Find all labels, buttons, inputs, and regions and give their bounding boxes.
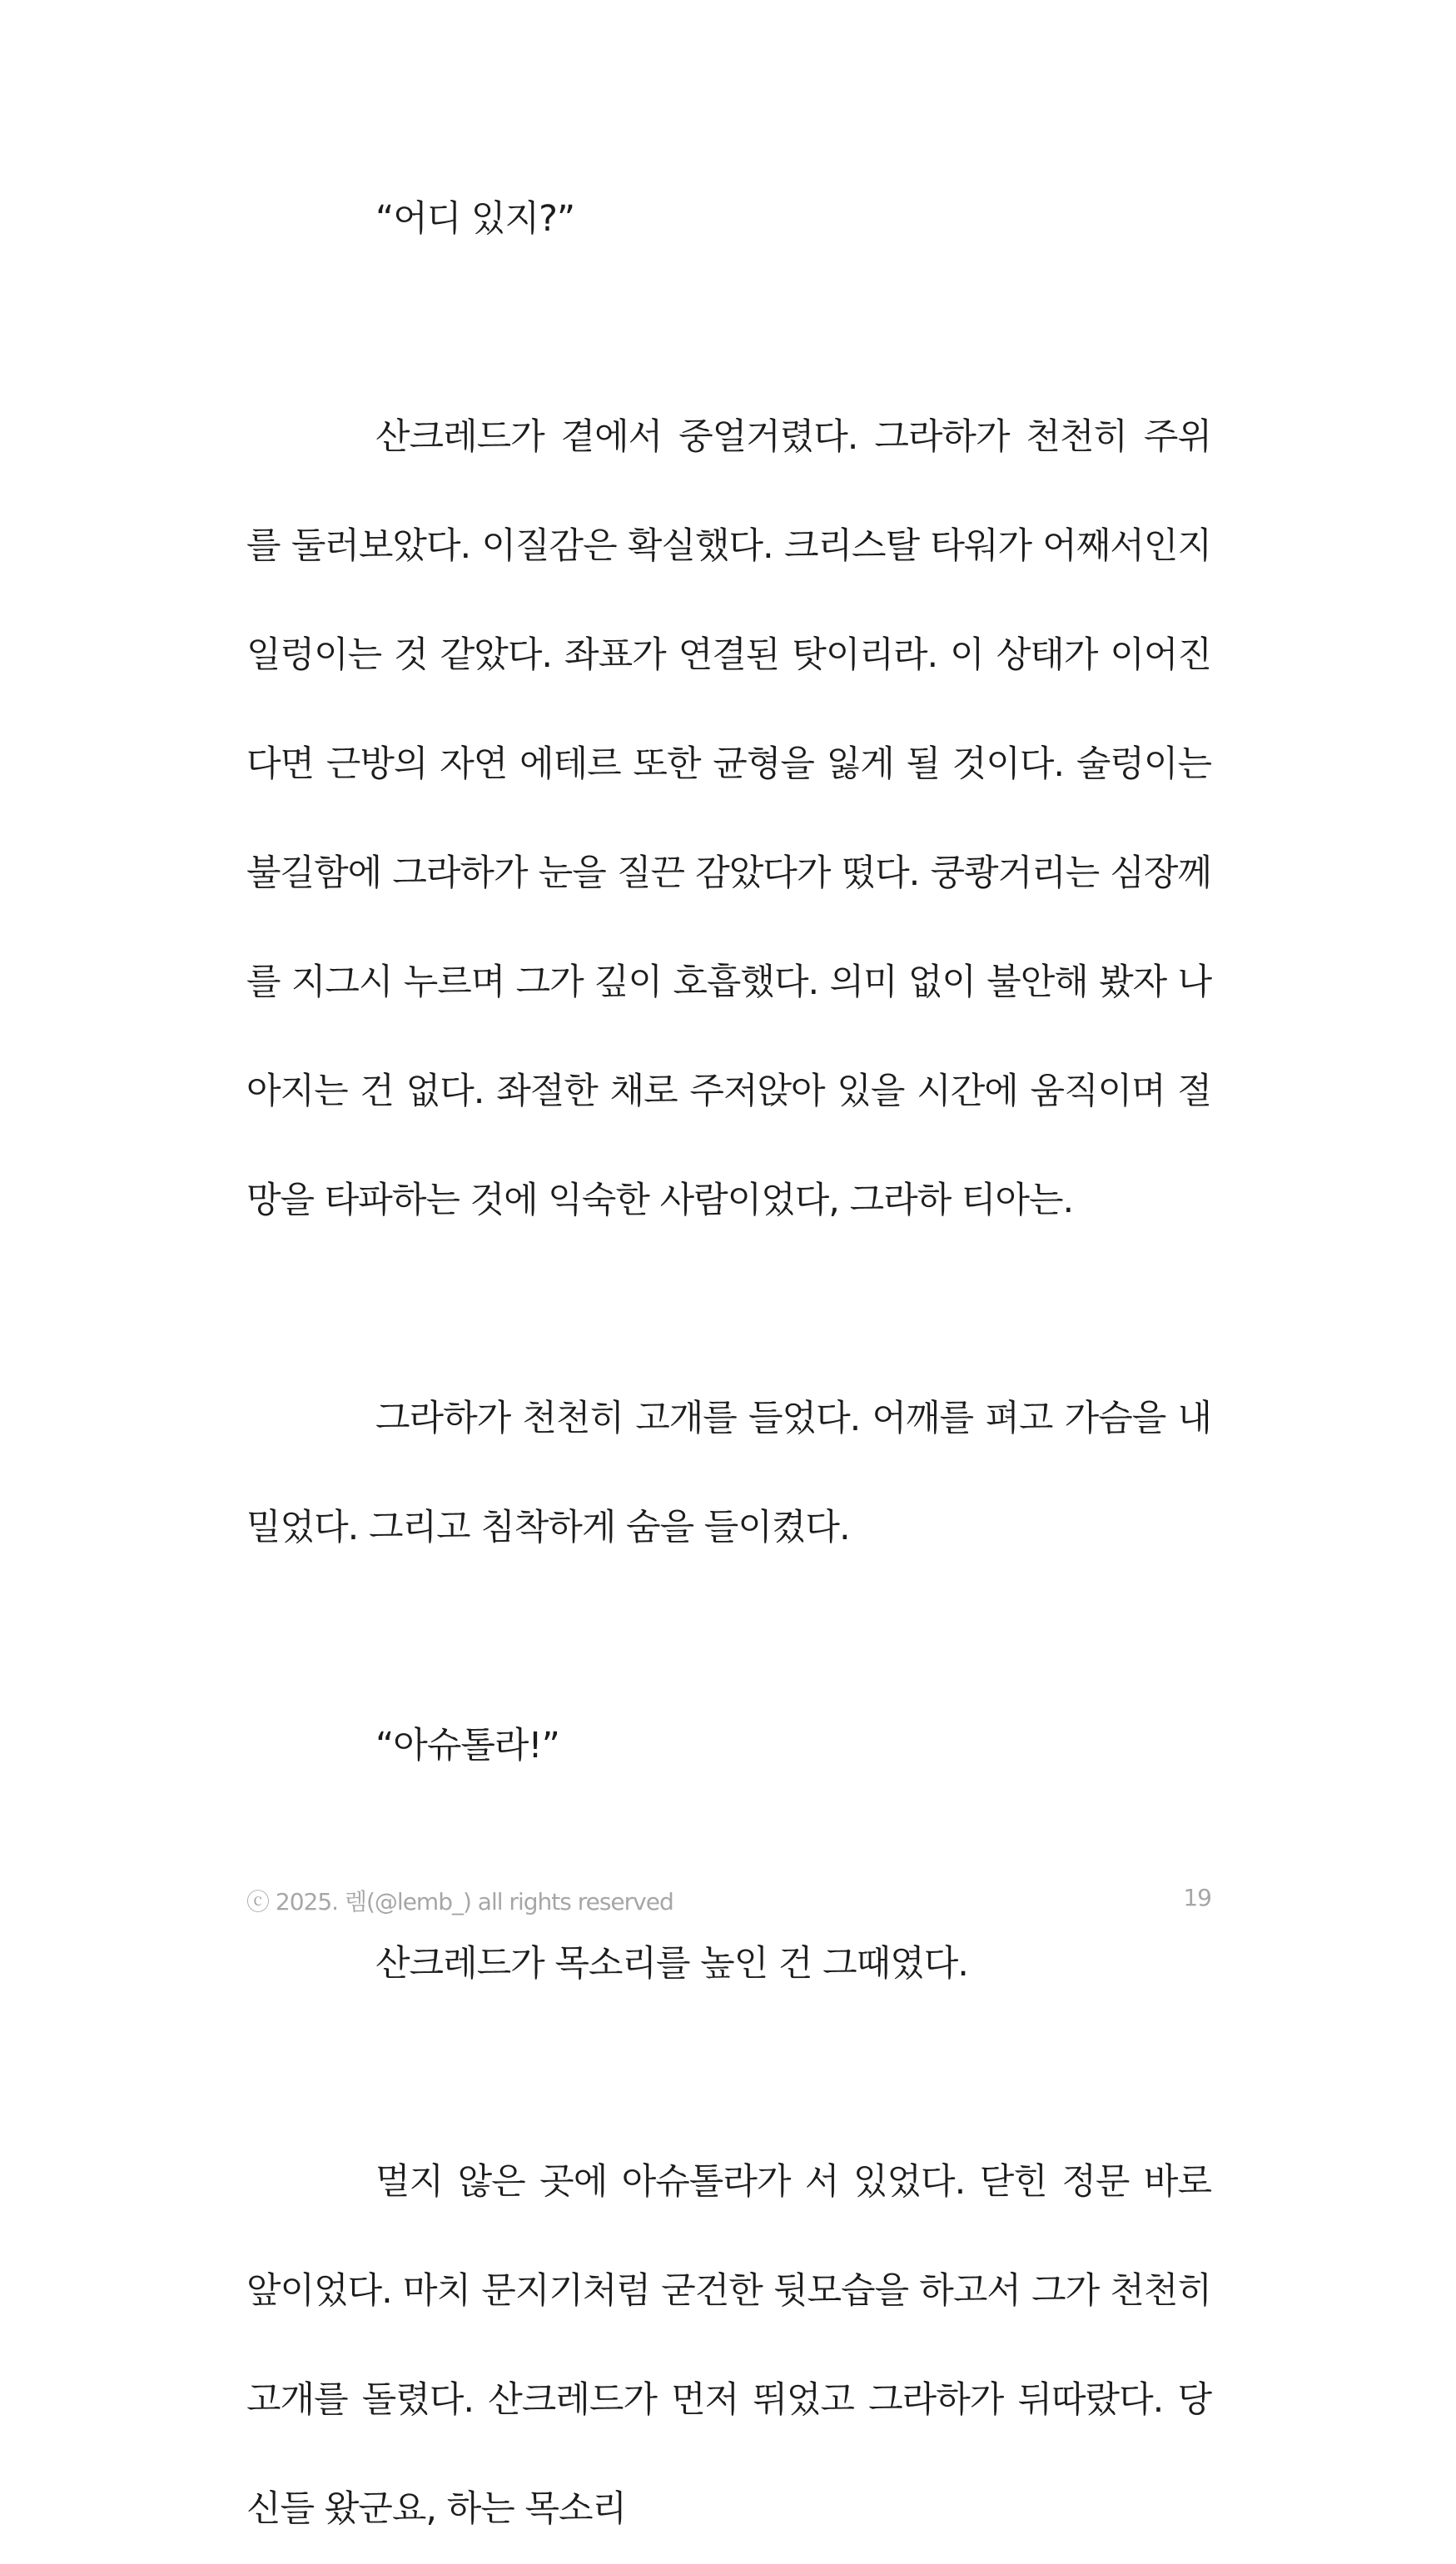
- paragraph: 산크레드가 곁에서 중얼거렸다. 그라하가 천천히 주위를 둘러보았다. 이질감은 확실했다. 크리스탈 타워가 어째서인지 일렁이는 것 같았다. 좌표가 연결된 탓이리라. 이 상태가 이어진다면 근방의 자연 에테르 또한 균형을 잃게 될 것이다. 술렁이는 불길함에 그라하가 눈을 질끈 감았다가 떴다. 쿵쾅거리는 심장께를 지그시 누르며 그가 깊이 호흡했다. 의미 없이 불안해 봤자 나아지는 건 없다. 좌절한 채로 주저앉아 있을 시간에 움직이며 절망을 타파하는 것에 익숙한 사람이었다, 그라하 티아는.: [246, 416, 1211, 1221]
- body-text: [246, 165, 1211, 2564]
- paragraph: 멀지 않은 곳에 아슈톨라가 서 있었다. 닫힌 정문 바로 앞이었다. 마치 문지기처럼 굳건한 뒷모습을 하고서 그가 천천히 고개를 돌렸다. 산크레드가 먼저 뛰었고 그라하가 뒤따랐다. 당신들 왔군요, 하는 목소리: [246, 2161, 1211, 2530]
- paragraph: 그라하가 천천히 고개를 들었다. 어깨를 펴고 가슴을 내밀었다. 그리고 침착하게 숨을 들이켰다.: [246, 1398, 1211, 1548]
- paragraph: 산크레드가 목소리를 높인 건 그때였다.: [375, 1943, 968, 1985]
- paragraph: “어디 있지?”: [375, 198, 575, 240]
- paragraph: “아슈톨라!”: [375, 1725, 559, 1766]
- page-number: 19: [1183, 1884, 1211, 1911]
- copyright-notice: ⓒ 2025. 렘(@lemb_) all rights reserved: [246, 1888, 673, 1916]
